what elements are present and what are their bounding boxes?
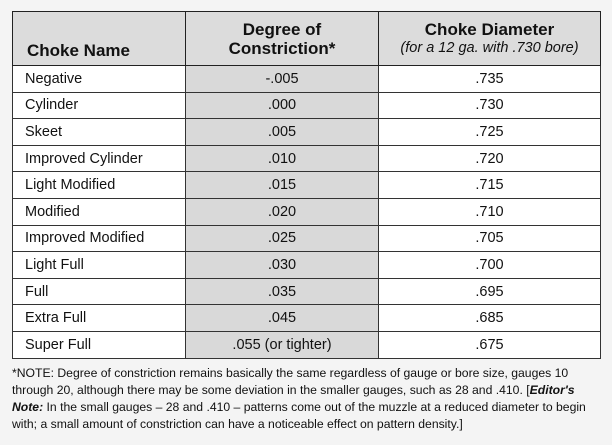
choke-name-cell: Super Full <box>13 331 186 358</box>
diameter-cell: .725 <box>379 119 601 146</box>
choke-table-frame <box>12 11 600 359</box>
diameter-cell: .685 <box>379 305 601 332</box>
header-diameter-line2: (for a 12 ga. with .730 bore) <box>400 40 579 56</box>
constriction-cell: .015 <box>186 172 379 199</box>
table-row <box>13 66 601 93</box>
diameter-cell: .695 <box>379 278 601 305</box>
choke-name-cell: Light Modified <box>13 172 186 199</box>
table-row <box>13 331 601 358</box>
table-row <box>13 252 601 279</box>
table-row <box>13 305 601 332</box>
header-choke-diameter <box>379 12 601 66</box>
diameter-cell: .710 <box>379 198 601 225</box>
choke-name-cell: Extra Full <box>13 305 186 332</box>
constriction-cell: .035 <box>186 278 379 305</box>
table-row <box>13 145 601 172</box>
constriction-cell: .020 <box>186 198 379 225</box>
table-header-row <box>13 12 601 66</box>
header-diameter-line1: Choke Diameter <box>424 20 555 39</box>
constriction-cell: .000 <box>186 92 379 119</box>
header-choke-name <box>13 12 186 66</box>
choke-name-cell: Cylinder <box>13 92 186 119</box>
constriction-cell: .030 <box>186 252 379 279</box>
header-constriction-line1: Degree of <box>242 19 322 39</box>
choke-name-cell: Full <box>13 278 186 305</box>
header-constriction-line2: Constriction* <box>228 38 336 58</box>
constriction-cell: .005 <box>186 119 379 146</box>
choke-table <box>12 11 601 359</box>
choke-name-cell: Improved Cylinder <box>13 145 186 172</box>
diameter-cell: .675 <box>379 331 601 358</box>
choke-name-cell: Improved Modified <box>13 225 186 252</box>
editor-note-label: Editor's Note: <box>12 383 575 414</box>
choke-name-cell: Modified <box>13 198 186 225</box>
constriction-cell: .010 <box>186 145 379 172</box>
table-row <box>13 119 601 146</box>
header-choke-name-label: Choke Name <box>27 41 130 60</box>
table-body <box>13 66 601 359</box>
diameter-cell: .735 <box>379 66 601 93</box>
constriction-cell: -.005 <box>186 66 379 93</box>
diameter-cell: .705 <box>379 225 601 252</box>
choke-name-cell: Skeet <box>13 119 186 146</box>
table-row <box>13 198 601 225</box>
footnote-text-part1: *NOTE: Degree of constriction remains basically the same regardless of gauge or bore size, gauges 10 through 20, although there may be some deviation in the smaller gauges, such as 28 and .410. [ <box>12 366 569 397</box>
table-row <box>13 92 601 119</box>
constriction-cell: .025 <box>186 225 379 252</box>
table-row <box>13 278 601 305</box>
header-degree-of-constriction <box>186 12 379 66</box>
diameter-cell: .720 <box>379 145 601 172</box>
table-row <box>13 172 601 199</box>
diameter-cell: .730 <box>379 92 601 119</box>
table-row <box>13 225 601 252</box>
footnote <box>12 365 602 433</box>
diameter-cell: .715 <box>379 172 601 199</box>
constriction-cell: .055 (or tighter) <box>186 331 379 358</box>
footnote-text-part2: In the small gauges – 28 and .410 – patterns come out of the muzzle at a reduced diameter to begin with; a small amount of constriction can have a noticeable effect on pattern density.] <box>12 400 586 431</box>
choke-name-cell: Negative <box>13 66 186 93</box>
diameter-cell: .700 <box>379 252 601 279</box>
constriction-cell: .045 <box>186 305 379 332</box>
choke-name-cell: Light Full <box>13 252 186 279</box>
